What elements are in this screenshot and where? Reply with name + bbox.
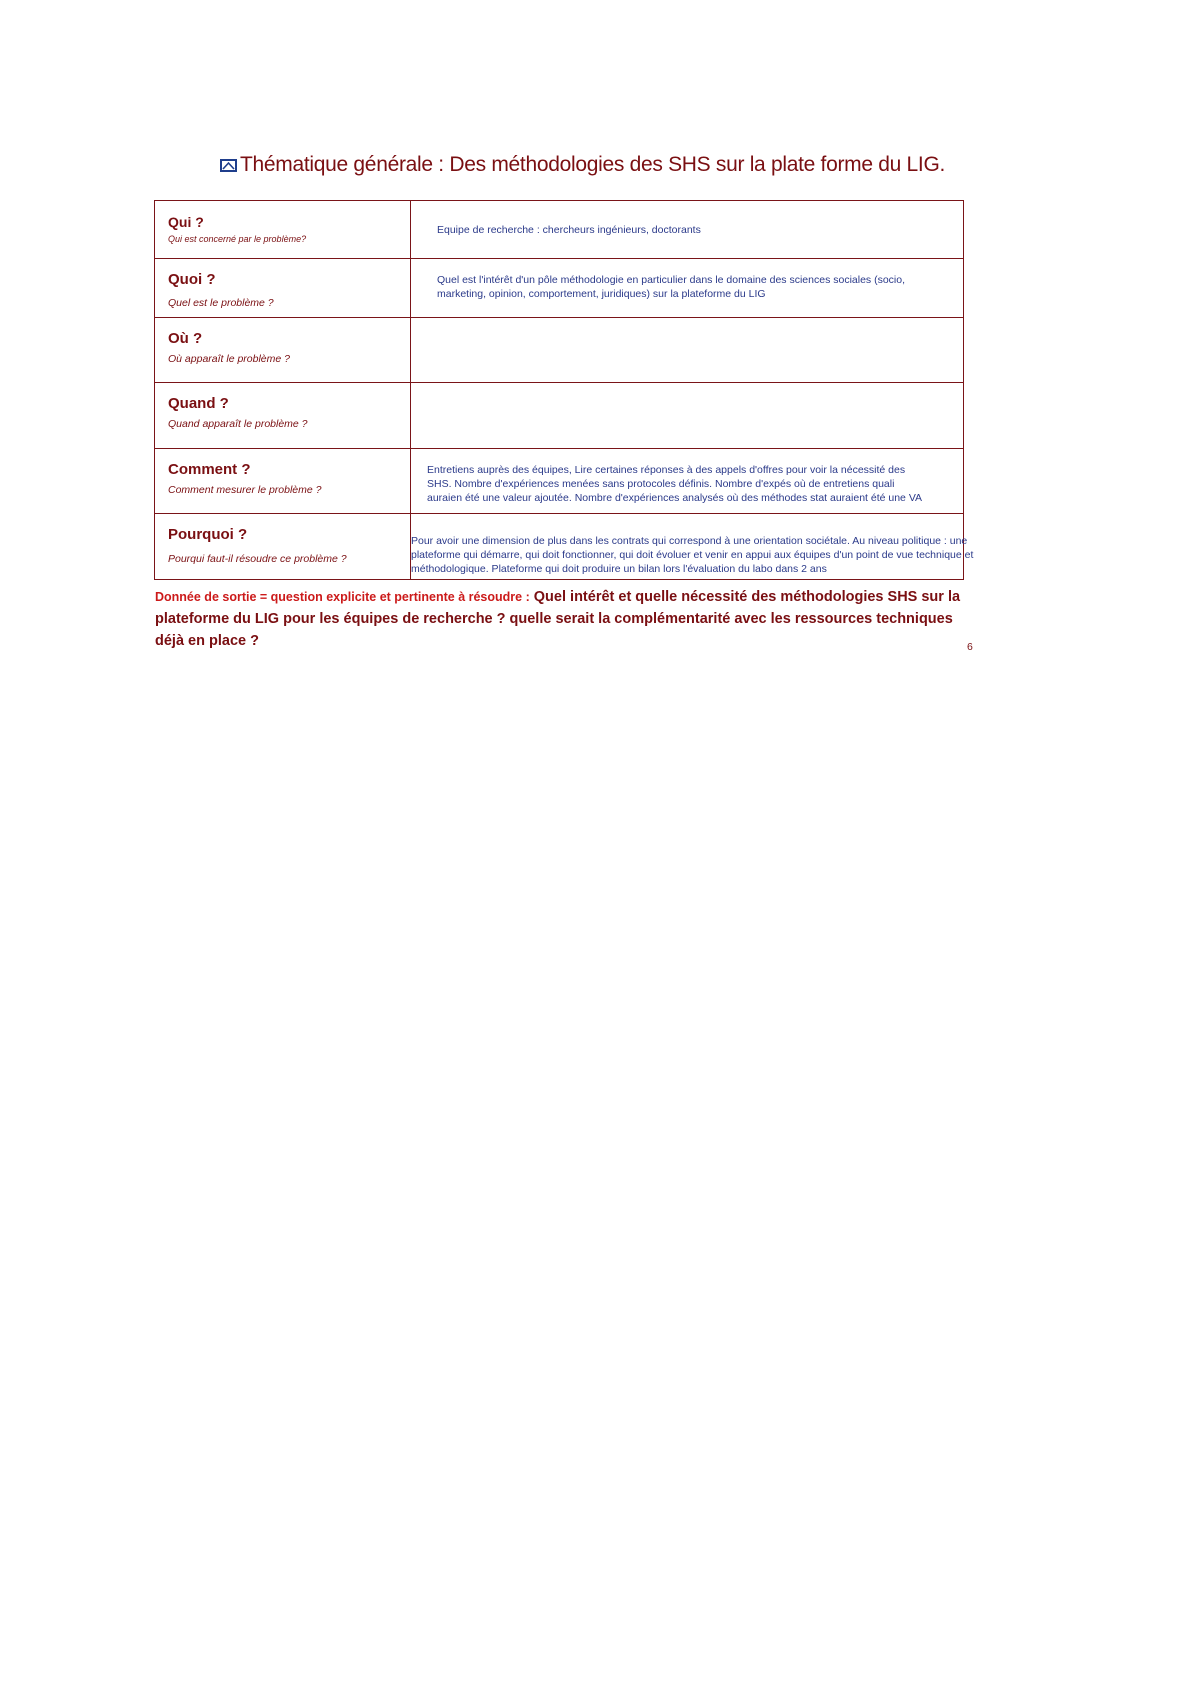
question-cell — [155, 201, 411, 259]
answer-cell — [411, 449, 964, 514]
answer-text — [411, 318, 963, 332]
answer-cell — [411, 259, 964, 318]
table-row — [155, 201, 964, 259]
question-label: Quand ? — [168, 395, 229, 412]
question-subtitle: Où apparaît le problème ? — [168, 353, 290, 365]
table-row — [155, 514, 964, 580]
presentation-icon — [220, 159, 237, 172]
question-label: Pourquoi ? — [168, 526, 248, 543]
answer-cell — [411, 318, 964, 383]
question-subtitle: Quand apparaît le problème ? — [168, 418, 308, 430]
question-cell — [155, 383, 411, 449]
output-question-text: Quel intérêt et quelle nécessité des méthodologies SHS sur la plateforme du LIG pour les équipes de recherche ? quelle serait la complémentarité avec les ressources techniques déjà en place ? — [155, 589, 961, 649]
page-title — [220, 153, 980, 177]
question-subtitle: Quel est le problème ? — [168, 297, 274, 309]
question-label: Comment ? — [168, 461, 251, 478]
table-row — [155, 259, 964, 318]
answer-text: Equipe de recherche : chercheurs ingénieurs, doctorants — [437, 224, 701, 236]
question-cell — [155, 514, 411, 580]
question-cell — [155, 318, 411, 383]
question-subtitle: Qui est concerné par le problème? — [168, 234, 307, 244]
question-subtitle: Comment mesurer le problème ? — [168, 484, 322, 496]
title-text: Thématique générale : Des méthodologies des SHS sur la plate forme du LIG. — [240, 153, 946, 176]
question-label: Où ? — [168, 330, 203, 347]
answer-text: Entretiens auprès des équipes, Lire certaines réponses à des appels d'offres pour voir la nécessité des SHS. Nombre d'expériences menées sans protocoles définis. Nombre d'expés où de entretiens quali auraien été une valeur ajoutée. Nombre d'expériences analysés où des méthodes stat auraient été une VA — [427, 464, 923, 504]
table-row — [155, 318, 964, 383]
answer-cell — [411, 383, 964, 449]
question-cell — [155, 449, 411, 514]
answer-cell — [411, 514, 974, 580]
table-row — [155, 449, 964, 514]
answer-text: Quel est l'intérêt d'un pôle méthodologie en particulier dans le domaine des sciences sociales (socio, marketing, opinion, comportement, juridiques) sur la plateforme du LIG — [437, 274, 906, 300]
table-row — [155, 383, 964, 449]
page-number: 6 — [967, 641, 973, 653]
answer-cell — [411, 201, 964, 259]
question-label: Quoi ? — [168, 271, 216, 288]
question-subtitle: Pourqui faut-il résoudre ce problème ? — [168, 553, 347, 565]
answer-text — [411, 383, 963, 397]
answer-text: Pour avoir une dimension de plus dans les contrats qui correspond à une orientation sociétale. Au niveau politique : une plateforme qui démarre, qui doit fonctionner, qui doit évoluer et venir en appui aux équipes d'un point de vue technique et méthodologique. Plateforme qui doit produire un bilan lors l'évaluation du labo dans 2 ans — [411, 535, 974, 575]
output-question — [155, 586, 975, 652]
qqoqcp-table — [154, 200, 974, 580]
question-cell — [155, 259, 411, 318]
question-label: Qui ? — [168, 214, 204, 230]
output-lead: Donnée de sortie = question explicite et pertinente à résoudre : — [155, 590, 530, 604]
